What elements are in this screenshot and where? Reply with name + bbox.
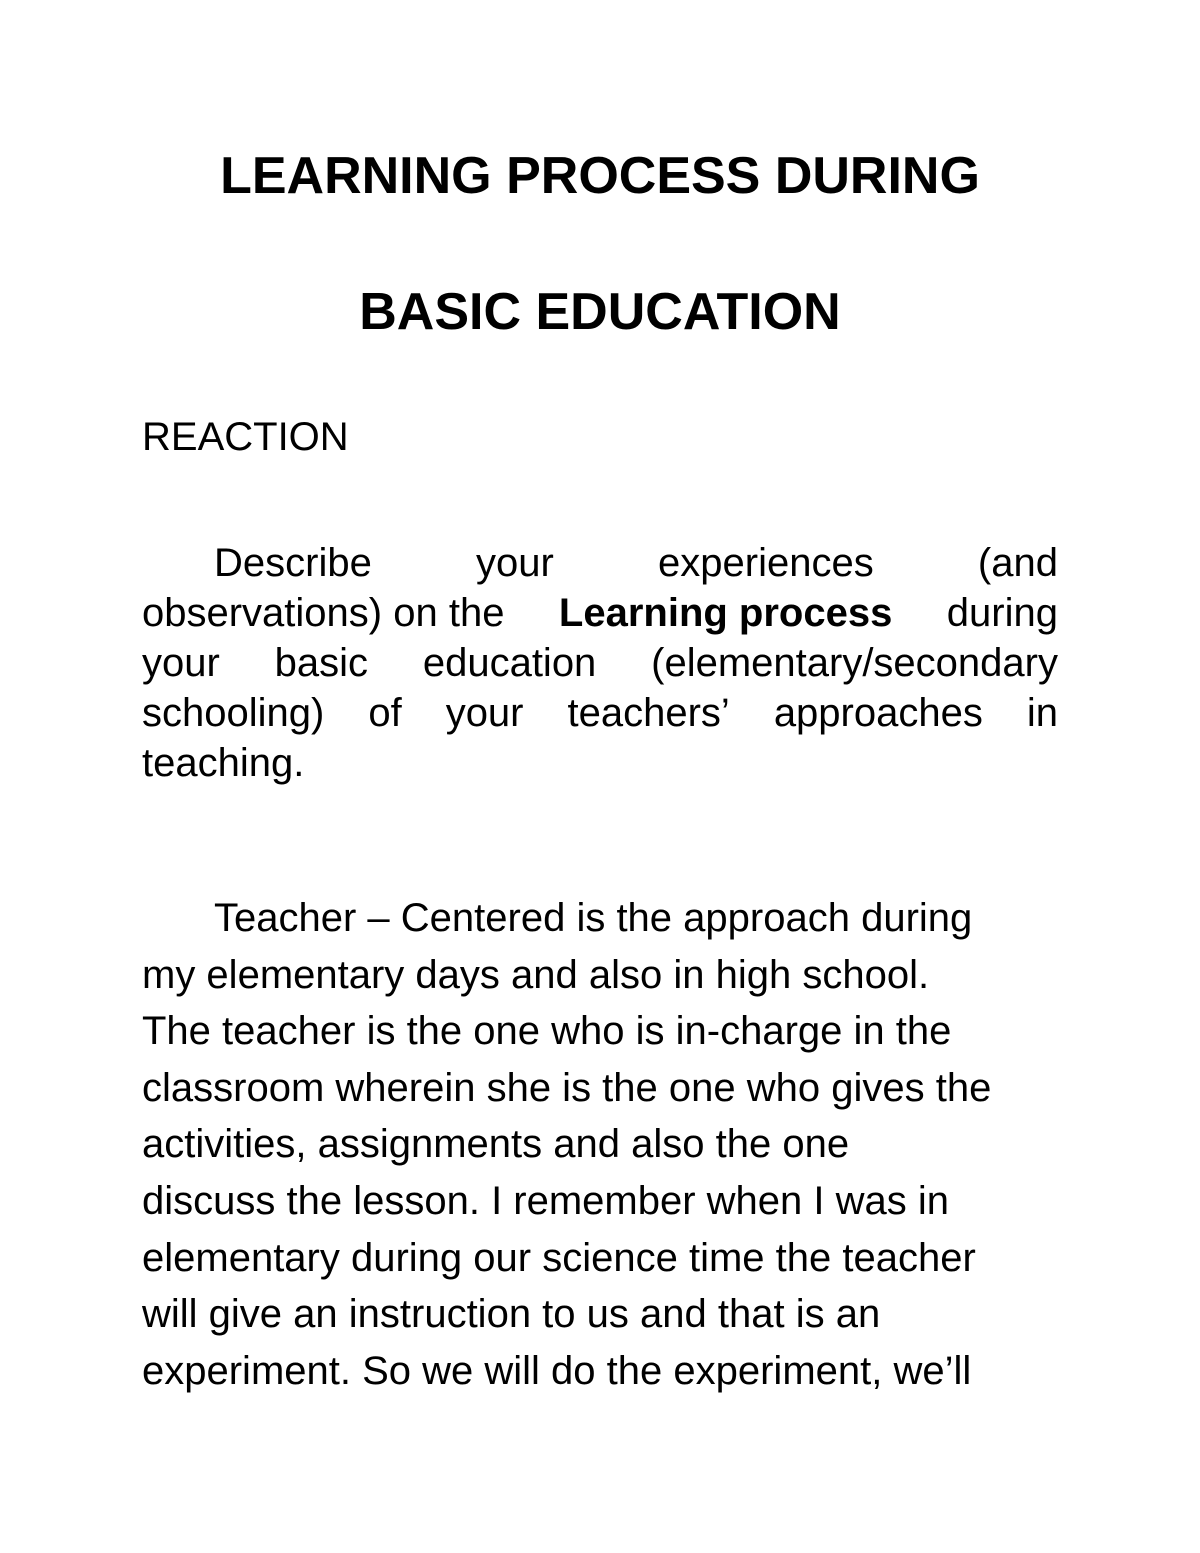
prompt-line — [142, 588, 1058, 638]
prompt-word: your — [476, 541, 554, 585]
prompt-word: your — [142, 641, 220, 685]
prompt-line — [142, 538, 1058, 588]
document-title-line-2: BASIC EDUCATION — [359, 283, 841, 341]
answer-line: my elementary days and also in high school. — [142, 952, 930, 997]
prompt-line — [142, 688, 1058, 738]
prompt-word: experiences — [658, 541, 874, 585]
prompt-text: observations) on the — [142, 591, 505, 635]
prompt-line — [142, 638, 1058, 688]
answer-line: classroom wherein she is the one who gives the — [142, 1065, 992, 1110]
document-title-line-1: LEARNING PROCESS DURING — [220, 147, 980, 205]
section-heading: REACTION — [142, 415, 349, 459]
answer-line: will give an instruction to us and that is an — [142, 1292, 881, 1337]
prompt-word: of — [368, 691, 402, 735]
answer-line: experiment. So we will do the experiment, we’ll — [142, 1348, 972, 1393]
prompt-emphasis: Learning process — [558, 591, 893, 635]
answer-line: Teacher – Centered is the approach during — [214, 896, 973, 940]
prompt-word: (elementary/secondary — [651, 641, 1058, 685]
prompt-paragraph — [142, 538, 1058, 788]
prompt-word: in — [1026, 691, 1058, 735]
answer-paragraph — [142, 890, 1082, 1399]
prompt-word: education — [422, 641, 597, 685]
prompt-text: during — [946, 591, 1058, 635]
prompt-line: teaching. — [142, 741, 305, 785]
prompt-word: schooling) — [142, 691, 325, 735]
prompt-word: Describe — [214, 541, 372, 585]
prompt-word: (and — [977, 541, 1058, 585]
answer-line: The teacher is the one who is in-charge in the — [142, 1009, 952, 1054]
prompt-word: your — [445, 691, 524, 735]
prompt-word: basic — [274, 641, 369, 685]
answer-line: discuss the lesson. I remember when I was in — [142, 1178, 950, 1223]
answer-line: elementary during our science time the teacher — [142, 1235, 976, 1280]
prompt-word: teachers’ — [567, 691, 730, 735]
prompt-word: approaches — [773, 691, 983, 735]
answer-line: activities, assignments and also the one — [142, 1122, 850, 1167]
